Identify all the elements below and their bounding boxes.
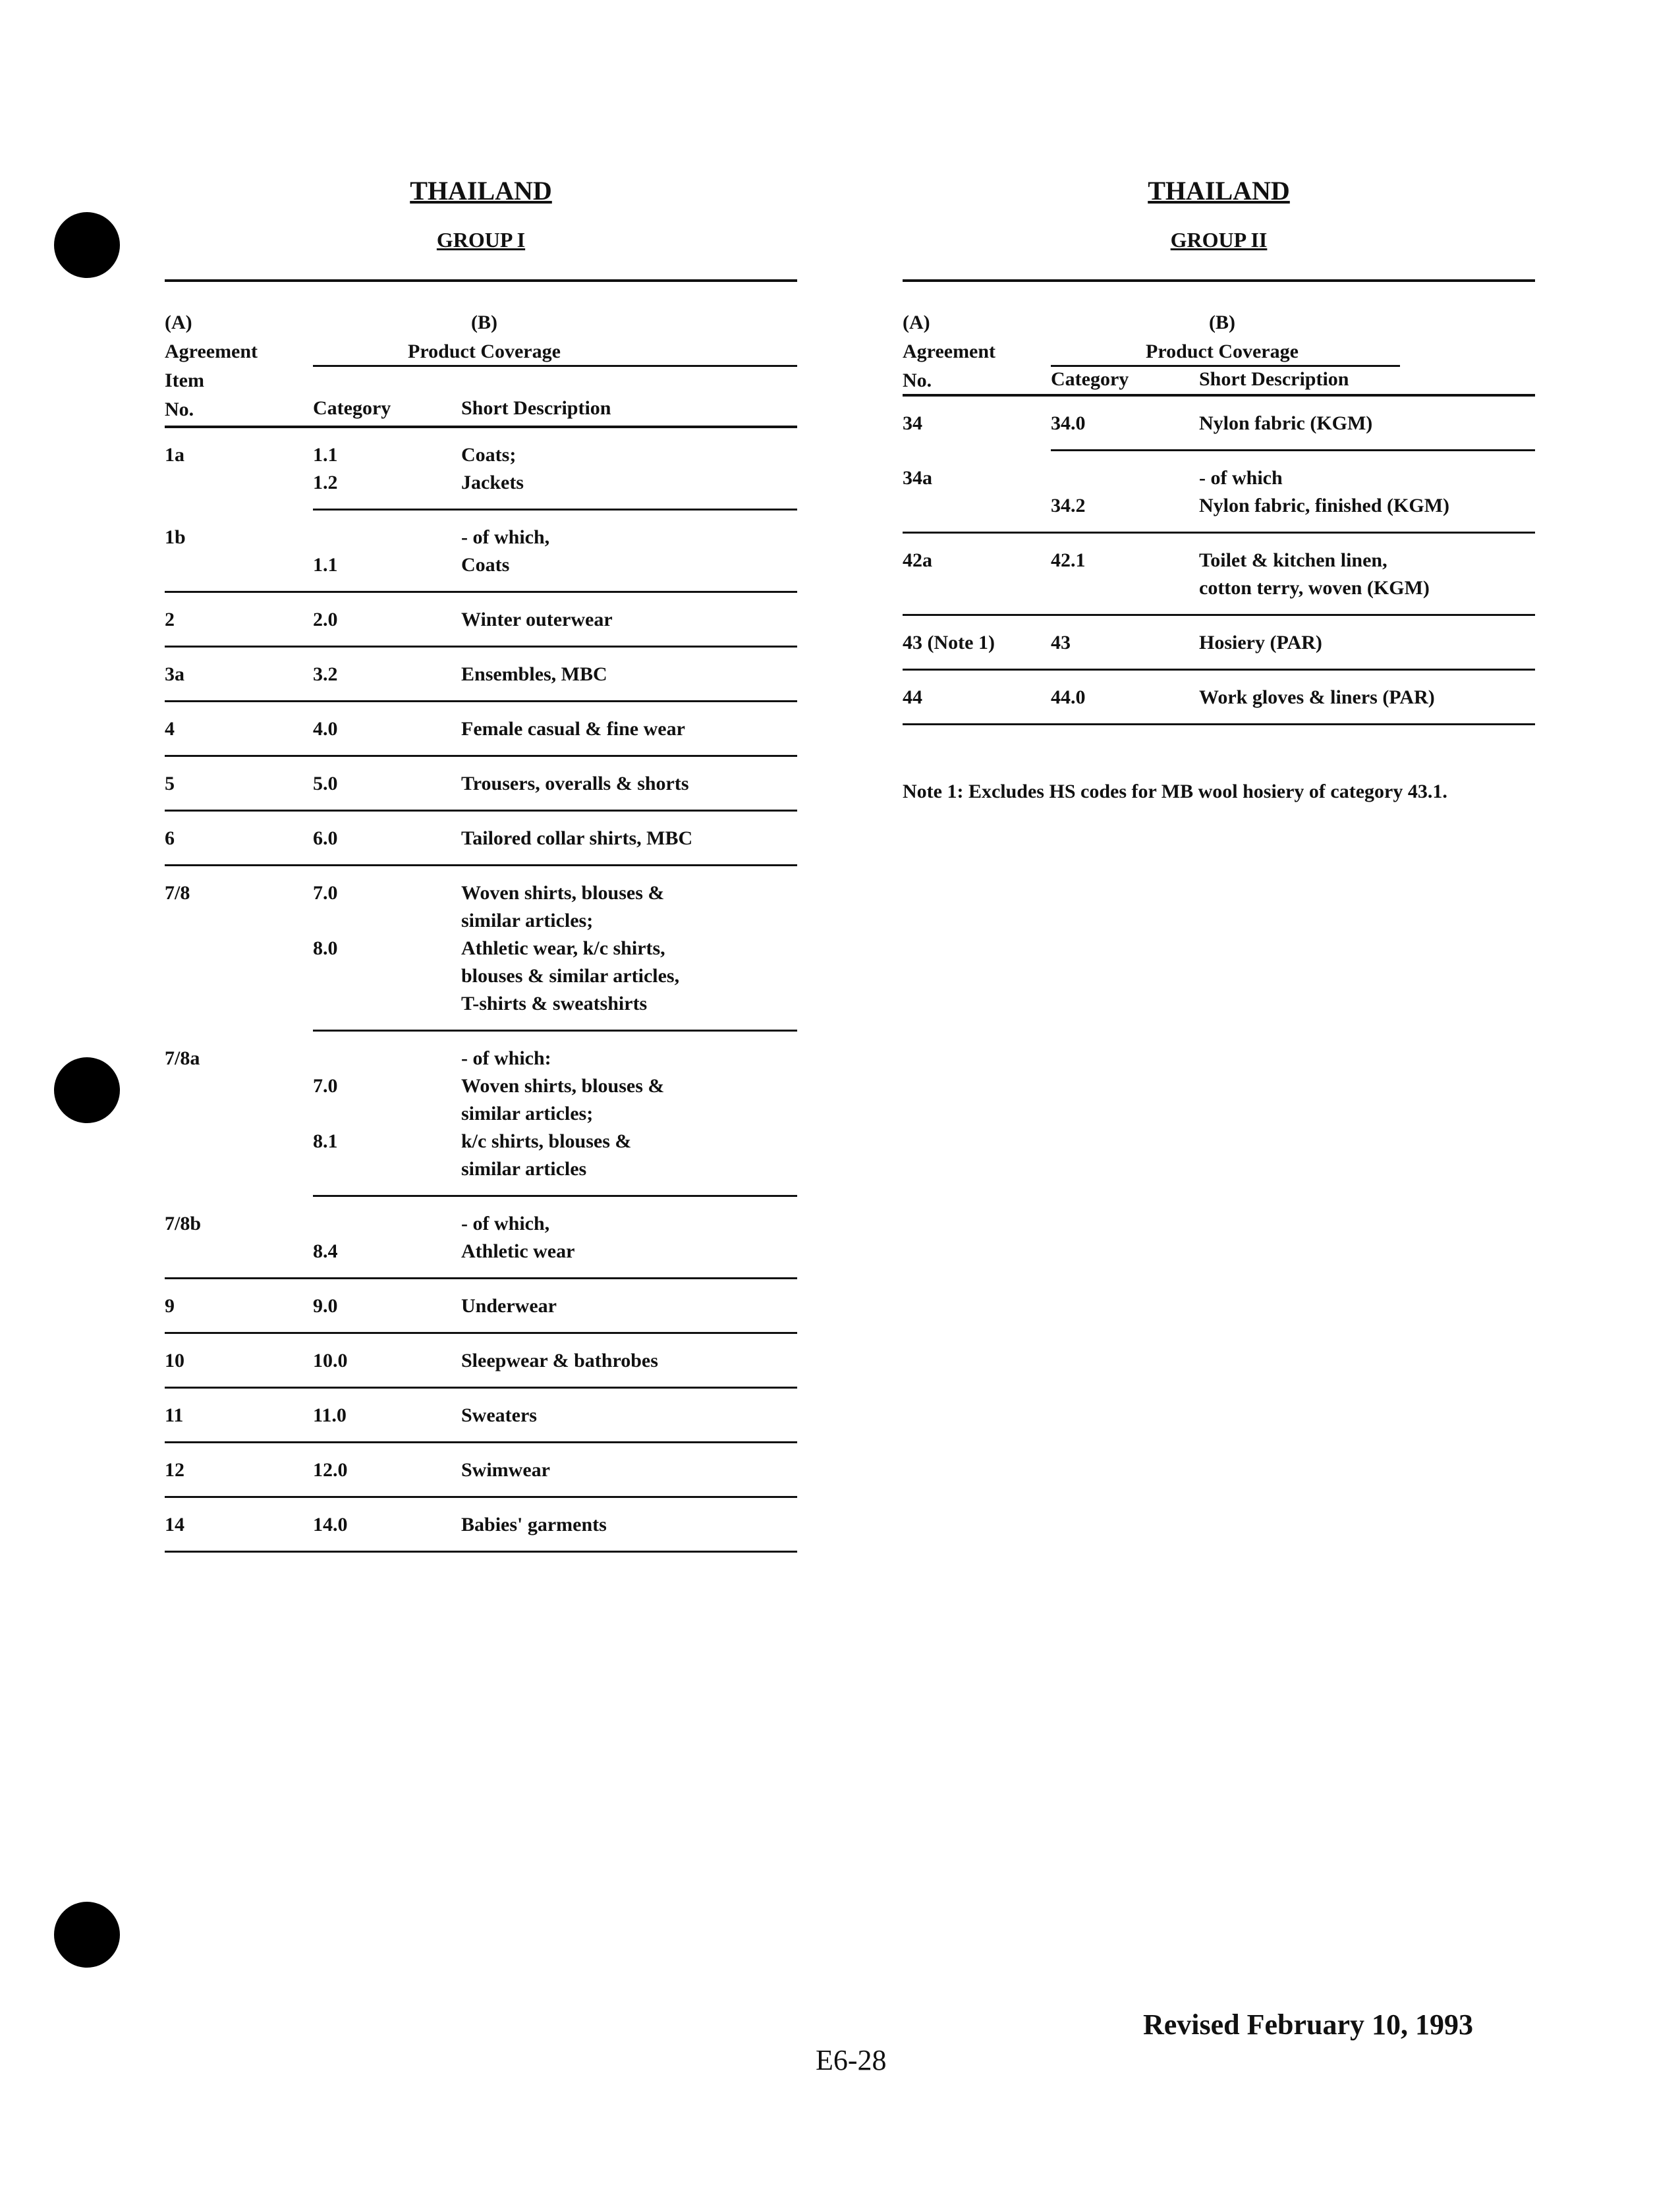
- product-coverage-rule: [313, 365, 797, 367]
- category-code: 9.0: [313, 1295, 338, 1317]
- short-description: Underwear: [461, 1295, 557, 1317]
- table-row: [165, 428, 797, 509]
- table-note: Note 1: Excludes HS codes for MB wool hosiery of category 43.1.: [903, 781, 1447, 802]
- product-coverage-cell: [1051, 629, 1535, 657]
- short-description-header: Short Description: [461, 397, 611, 419]
- short-description: Nylon fabric, finished (KGM): [1199, 495, 1449, 516]
- table-row: [903, 534, 1535, 614]
- category-line: [313, 715, 797, 743]
- category-code: 6.0: [313, 827, 338, 849]
- category-line: [313, 879, 797, 935]
- table-row: [903, 397, 1535, 449]
- table-row: [903, 616, 1535, 669]
- table-row: [165, 593, 797, 646]
- agreement-no: 12: [165, 1459, 184, 1481]
- table-row: [165, 702, 797, 755]
- table-body: [903, 397, 1535, 725]
- table-row: [165, 866, 797, 1030]
- category-line: [313, 1511, 797, 1539]
- category-line: [313, 1128, 797, 1183]
- short-description: Babies' garments: [461, 1514, 607, 1535]
- short-description: Jackets: [461, 472, 524, 493]
- row-rule: [165, 1551, 797, 1553]
- category-code: 43: [1051, 632, 1071, 653]
- short-description: - of which,: [461, 1213, 550, 1234]
- category-code: 34.0: [1051, 412, 1086, 434]
- category-line: [313, 661, 797, 688]
- category-code: [313, 524, 461, 551]
- category-line: [313, 1292, 797, 1320]
- group-i-table: [165, 171, 797, 1553]
- category-code: 1.2: [313, 472, 338, 493]
- category-header: Category: [313, 397, 391, 419]
- col-a-header: (A) Agreement No.: [903, 312, 996, 391]
- category-code: 2.0: [313, 609, 338, 630]
- category-code: 11.0: [313, 1404, 347, 1426]
- category-line: [313, 1072, 797, 1128]
- agreement-no: 42a: [903, 549, 932, 571]
- short-description: Woven shirts, blouses & similar articles;: [461, 1075, 665, 1124]
- product-coverage-cell: [313, 1347, 797, 1375]
- punch-hole-top: [54, 212, 120, 278]
- agreement-no: 7/8: [165, 882, 190, 904]
- category-code: 34.2: [1051, 495, 1086, 516]
- product-coverage-cell: [313, 715, 797, 743]
- punch-hole-middle: [54, 1057, 120, 1123]
- category-line: [1051, 629, 1535, 657]
- product-coverage-cell: [313, 1210, 797, 1265]
- agreement-no: 11: [165, 1404, 184, 1426]
- table-row: [165, 1032, 797, 1195]
- agreement-no: 34: [903, 412, 922, 434]
- category-code: 3.2: [313, 663, 338, 685]
- punch-hole-bottom: [54, 1902, 120, 1968]
- category-line: [313, 1347, 797, 1375]
- page-number: E6-28: [816, 2044, 887, 2076]
- product-coverage-cell: [313, 825, 797, 852]
- col-a-header: (A) Agreement Item No.: [165, 312, 258, 420]
- country-title: THAILAND: [410, 176, 552, 206]
- table-row: [165, 1197, 797, 1277]
- product-coverage-cell: [313, 1456, 797, 1484]
- product-coverage-cell: [313, 770, 797, 798]
- category-code: 12.0: [313, 1459, 348, 1481]
- category-code: 4.0: [313, 718, 338, 740]
- category-line: [1051, 547, 1535, 602]
- product-coverage-cell: [313, 661, 797, 688]
- category-code: 42.1: [1051, 549, 1086, 571]
- short-description: Coats: [461, 554, 510, 576]
- table-row: [165, 648, 797, 700]
- product-coverage-cell: [313, 606, 797, 634]
- product-coverage-cell: [313, 441, 797, 497]
- short-description: Trousers, overalls & shorts: [461, 773, 689, 794]
- short-description: Tailored collar shirts, MBC: [461, 827, 693, 849]
- table-row: [165, 812, 797, 864]
- table-row: [165, 1389, 797, 1441]
- product-coverage-cell: [1051, 684, 1535, 711]
- product-coverage-cell: [313, 524, 797, 579]
- category-code: [313, 1210, 461, 1238]
- category-code: [313, 1045, 461, 1072]
- agreement-no: 3a: [165, 663, 184, 685]
- product-coverage-label: Product Coverage: [408, 341, 561, 362]
- row-rule: [903, 723, 1535, 725]
- short-description: Female casual & fine wear: [461, 718, 685, 740]
- agreement-no: 6: [165, 827, 175, 849]
- category-code: 14.0: [313, 1514, 348, 1535]
- product-coverage-cell: [313, 1045, 797, 1183]
- agreement-no: 5: [165, 773, 175, 794]
- agreement-no: 10: [165, 1350, 184, 1371]
- agreement-no: 1a: [165, 444, 184, 466]
- category-line: [313, 935, 797, 1018]
- agreement-no: 34a: [903, 467, 932, 489]
- short-description: Athletic wear, k/c shirts, blouses & similar articles, T-shirts & sweatshirts: [461, 937, 680, 1014]
- short-description: Sweaters: [461, 1404, 537, 1426]
- short-description-header: Short Description: [1199, 368, 1349, 390]
- product-coverage-cell: [313, 1292, 797, 1320]
- table-header: [903, 282, 1535, 394]
- short-description: Toilet & kitchen linen, cotton terry, woven (KGM): [1199, 549, 1430, 599]
- category-code: 10.0: [313, 1350, 348, 1371]
- category-line: [313, 1238, 797, 1265]
- category-line: [313, 1210, 797, 1238]
- short-description: Athletic wear: [461, 1240, 575, 1262]
- agreement-no: 9: [165, 1295, 175, 1317]
- category-line: [313, 524, 797, 551]
- product-coverage-cell: [313, 1511, 797, 1539]
- category-line: [1051, 410, 1535, 437]
- short-description: - of which:: [461, 1047, 551, 1069]
- table-row: [165, 511, 797, 591]
- product-coverage-label: Product Coverage: [1146, 341, 1299, 362]
- short-description: Ensembles, MBC: [461, 663, 607, 685]
- group-title: GROUP I: [436, 228, 526, 252]
- group-title: GROUP II: [1170, 228, 1268, 252]
- short-description: k/c shirts, blouses & similar articles: [461, 1130, 632, 1180]
- agreement-no: 4: [165, 718, 175, 740]
- agreement-no: 7/8b: [165, 1213, 202, 1234]
- group-ii-table: [903, 171, 1535, 803]
- table-row: [165, 1334, 797, 1387]
- category-line: [313, 1045, 797, 1072]
- table-body: [165, 428, 797, 1553]
- category-line: [313, 551, 797, 579]
- category-line: [313, 1402, 797, 1429]
- short-description: Woven shirts, blouses & similar articles;: [461, 882, 665, 931]
- category-line: [313, 469, 797, 497]
- agreement-no: 43 (Note 1): [903, 632, 995, 653]
- product-coverage-cell: [1051, 547, 1535, 602]
- short-description: Swimwear: [461, 1459, 550, 1481]
- table-row: [903, 671, 1535, 723]
- category-line: [1051, 684, 1535, 711]
- short-description: Coats;: [461, 444, 517, 466]
- category-code: 8.0: [313, 937, 338, 959]
- table-header: [165, 282, 797, 426]
- category-code: 7.0: [313, 882, 338, 904]
- category-code: 1.1: [313, 554, 338, 576]
- table-row: [165, 757, 797, 810]
- table-row: [165, 1443, 797, 1496]
- product-coverage-cell: [313, 879, 797, 1018]
- category-line: [313, 441, 797, 469]
- category-code: 8.4: [313, 1240, 338, 1262]
- category-code: 1.1: [313, 444, 338, 466]
- short-description: - of which,: [461, 526, 550, 548]
- agreement-no: 14: [165, 1514, 184, 1535]
- agreement-no: 1b: [165, 526, 186, 548]
- short-description: Sleepwear & bathrobes: [461, 1350, 658, 1371]
- product-coverage-cell: [1051, 410, 1535, 437]
- col-b-header: (B) Product Coverage: [313, 308, 656, 366]
- table-row: [165, 1279, 797, 1332]
- category-line: [313, 606, 797, 634]
- table-row: [903, 451, 1535, 532]
- short-description: Hosiery (PAR): [1199, 632, 1322, 653]
- short-description: Winter outerwear: [461, 609, 613, 630]
- category-line: [313, 825, 797, 852]
- col-b-header: (B) Product Coverage: [1051, 308, 1393, 366]
- category-code: 8.1: [313, 1130, 338, 1152]
- category-line: [1051, 492, 1535, 520]
- agreement-no: 7/8a: [165, 1047, 200, 1069]
- agreement-no: 2: [165, 609, 175, 630]
- product-coverage-cell: [313, 1402, 797, 1429]
- country-title: THAILAND: [1148, 176, 1290, 206]
- category-line: [1051, 464, 1535, 492]
- table-row: [165, 1498, 797, 1551]
- agreement-no: 44: [903, 686, 922, 708]
- category-code: 5.0: [313, 773, 338, 794]
- product-coverage-cell: [1051, 464, 1535, 520]
- category-code: [1051, 464, 1199, 492]
- category-code: 44.0: [1051, 686, 1086, 708]
- category-line: [313, 1456, 797, 1484]
- short-description: - of which: [1199, 467, 1283, 489]
- category-header: Category: [1051, 368, 1129, 390]
- short-description: Work gloves & liners (PAR): [1199, 686, 1435, 708]
- revision-date: Revised February 10, 1993: [1143, 2008, 1474, 2041]
- short-description: Nylon fabric (KGM): [1199, 412, 1373, 434]
- category-code: 7.0: [313, 1075, 338, 1097]
- category-line: [313, 770, 797, 798]
